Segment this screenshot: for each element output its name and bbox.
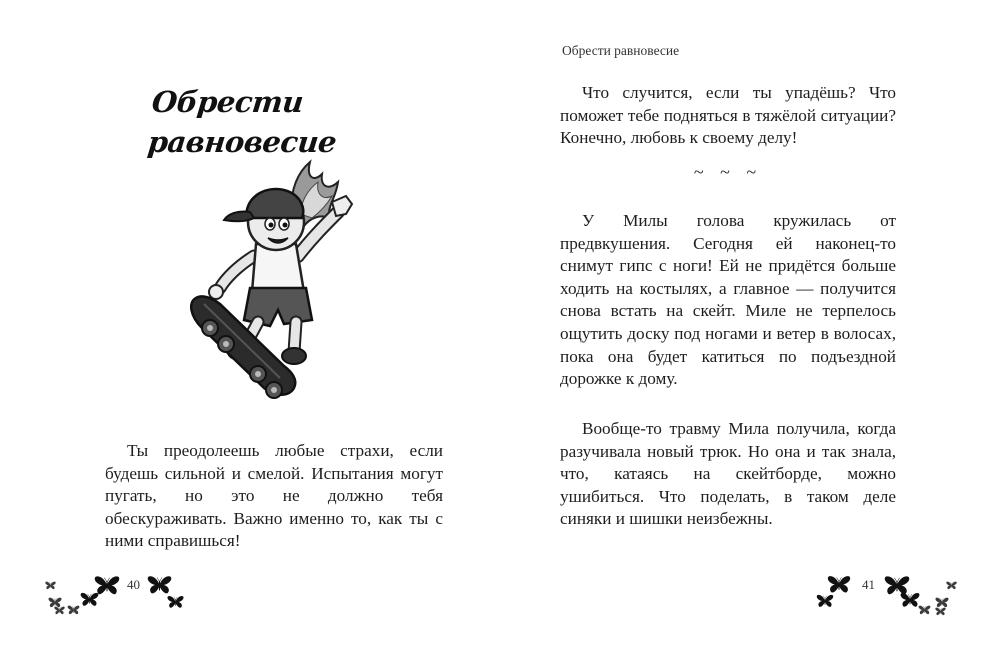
butterfly-icon — [167, 595, 184, 609]
butterfly-icon — [147, 575, 172, 595]
butterfly-icon — [918, 605, 931, 615]
butterfly-icon — [45, 581, 56, 590]
skateboarding-boy-illustration — [180, 152, 370, 414]
butterfly-icon — [900, 592, 920, 608]
butterfly-icon — [80, 592, 99, 607]
right-paragraph-1: Что случится, если ты упадёшь? Что поможет тебе подняться в тяжёлой ситуации? Конечно, любовь к своему делу! — [560, 83, 896, 148]
butterfly-icon — [816, 594, 834, 608]
butterfly-icon — [827, 575, 851, 594]
right-paragraph-3: Вообще-то травму Мила получила, когда разучивала новый трюк. Но она и так знала, что, катаясь на скейтборде, можно ушибиться. Что поделать, в таком деле синяки и шишки неизбежны. — [560, 419, 896, 529]
section-separator: ~ ~ ~ — [693, 162, 763, 182]
chapter-title: Обрести равновесие — [146, 85, 338, 159]
butterfly-icon — [54, 606, 65, 615]
page-number: 40 — [127, 577, 140, 592]
butterfly-icon — [67, 605, 80, 615]
butterfly-icon — [946, 581, 957, 590]
butterfly-icon — [935, 607, 946, 616]
right-paragraph-2: У Милы голова кружилась от предвкушения. Сегодня ей наконец-то снимут гипс с ноги! Ей не придётся больше ходить на костылях, а главное — получится снова встать на скейт. Миле не терпелось ощутить доску под ногами и ветер в волосах, пока она будет катиться по подъездной дорожке к дому. — [560, 211, 896, 389]
page-number: 41 — [862, 577, 875, 592]
running-head: Обрести равновесие — [562, 43, 680, 58]
left-paragraph: Ты преодолеешь любые страхи, если будешь сильной и смелой. Испытания могут пугать, но это не должно тебя обескураживать. Важно именно то, как ты с ними справишься! — [105, 441, 443, 551]
